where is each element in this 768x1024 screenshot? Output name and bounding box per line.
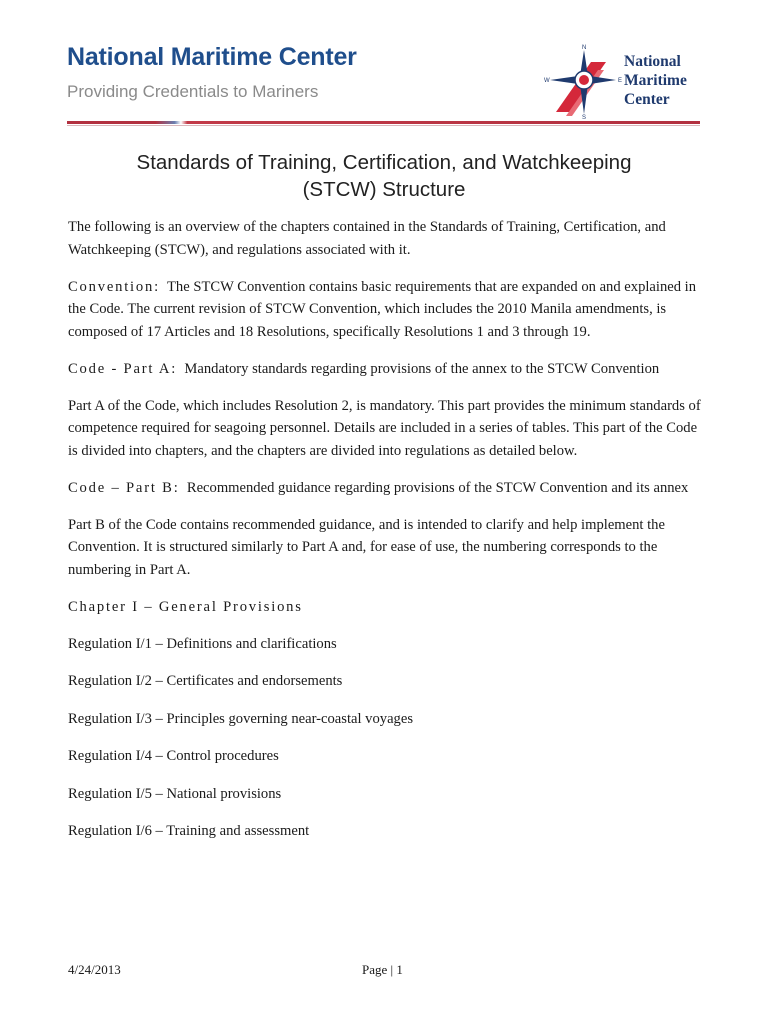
regulation-item: Regulation I/5 – National provisions xyxy=(68,785,282,802)
header-title: National Maritime Center xyxy=(67,43,357,71)
compass-e-label: E xyxy=(618,78,623,84)
part-b-text: Recommended guidance regarding provisions of the STCW Convention and its annex xyxy=(186,479,689,496)
logo-line-2: Maritime xyxy=(624,72,687,89)
document-title-line-1: Standards of Training, Certification, and Watchkeeping xyxy=(136,151,632,174)
logo-line-3: Center xyxy=(624,91,670,108)
compass-w-label: W xyxy=(544,78,550,84)
part-b-label: Code – Part B: xyxy=(68,479,180,496)
regulation-item: Regulation I/4 – Control procedures xyxy=(68,748,279,764)
part-b-paragraph: Part B of the Code contains recommended guidance, and is intended to clarify and help implement the Convention. It is structured similarly to Part A and, for ease of use, the numbering corresponds to the numbering in Part A. xyxy=(68,516,665,578)
header-divider xyxy=(67,121,700,124)
compass-n-label: N xyxy=(582,45,587,51)
document-title-line-2: (STCW) Structure xyxy=(302,178,466,201)
compass-s-label: S xyxy=(582,115,587,120)
logo-line-1: National xyxy=(624,53,681,70)
part-b-heading xyxy=(68,477,708,500)
convention-text: The STCW Convention contains basic requirements that are expanded on and explained in the Code. The current revision of STCW Convention, which includes the 2010 Manila amendments, is composed of 17 Articles and 18 Resolutions, specifically Resolutions 1 and 3 through 19. xyxy=(68,278,697,340)
intro-paragraph: The following is an overview of the chapters contained in the Standards of Training, Certification, and Watchkeeping (STCW), and regulations associated with it. xyxy=(68,219,666,258)
regulation-item: Regulation I/3 – Principles governing near-coastal voyages xyxy=(68,710,413,727)
header-divider-thin xyxy=(67,125,700,126)
regulation-item: Regulation I/1 – Definitions and clarifications xyxy=(68,635,337,652)
footer-page-number: Page | 1 xyxy=(362,962,403,977)
part-a-heading xyxy=(68,358,708,381)
chapter-heading: Chapter I – General Provisions xyxy=(68,598,303,615)
header-subtitle: Providing Credentials to Mariners xyxy=(67,82,319,101)
document-title xyxy=(68,149,700,203)
logo-wordmark xyxy=(624,52,687,109)
regulation-item: Regulation I/2 – Certificates and endorsements xyxy=(68,673,343,689)
convention-label: Convention: xyxy=(68,278,160,295)
regulation-item: Regulation I/6 – Training and assessment xyxy=(68,823,310,839)
convention-paragraph xyxy=(68,276,708,344)
part-a-text: Mandatory standards regarding provisions of the annex to the STCW Convention xyxy=(184,360,660,377)
part-a-paragraph: Part A of the Code, which includes Resolution 2, is mandatory. This part provides the minimum standards of competence required for seagoing personnel. Details are included in a series of tables. This part of the Code is divided into chapters, and the chapters are divided into regulations as detailed below. xyxy=(68,397,701,459)
footer-date: 4/24/2013 xyxy=(68,962,121,977)
document-body xyxy=(68,216,708,858)
part-a-label: Code - Part A: xyxy=(68,360,178,377)
